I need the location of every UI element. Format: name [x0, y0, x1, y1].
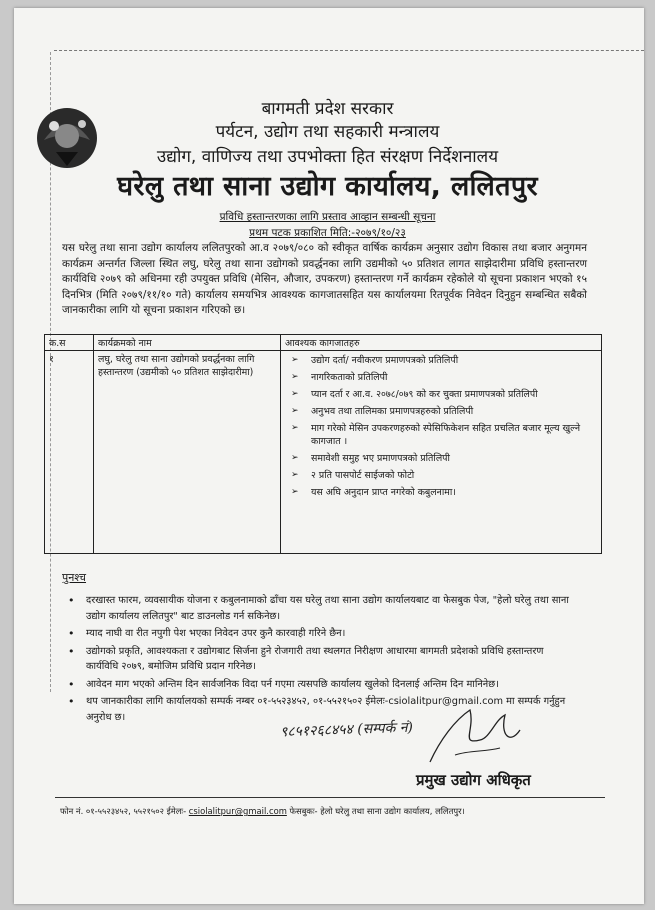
header-documents: आवश्यक कागजातहरु: [281, 335, 602, 351]
footer: [60, 806, 465, 817]
list-item: ➢ प्यान दर्ता र आ.व. २०७८/०७९ को कर चुक्ता प्रमाणपत्रको प्रतिलिपी: [285, 388, 597, 401]
requirements-table: [44, 334, 602, 554]
list-item: ➢ समावेशी समुह भए प्रमाणपत्रको प्रतिलिपी: [285, 452, 597, 465]
list-item: • थप जानकारीका लागि कार्यालयको सम्पर्क नम्बर ०१-५५२३४५२, ०१-५५२१५०२ ईमेलः-csiolalitpur@gmail.com मा सम्पर्क गर्नुहुन अनुरोध छ।: [60, 694, 575, 725]
list-item: ➢ अनुभव तथा तालिमका प्रमाणपत्रहरुको प्रतिलिपी: [285, 405, 597, 418]
scan-edge-line: [54, 50, 644, 52]
header-serial: क.स: [45, 335, 94, 351]
documents-cell: [281, 351, 602, 554]
header-program: कार्यक्रमको नाम: [94, 335, 281, 351]
footer-phone: फोन नं. ०१-५५२३४५२, ५५२१५०२ ईमेलः-: [60, 806, 187, 816]
list-item: • उद्योगको प्रकृति, आवश्यकता र उद्योगबाट सिर्जना हुने रोजगारी तथा स्थलगत निरीक्षण आधारमा बागमती प्रदेशको प्रविधि हस्तान्तरण कार्यविधि २०७९, बमोजिम प्रविधि प्रदान गरिनेछ।: [60, 644, 575, 675]
notice-body: यस घरेलु तथा साना उद्योग कार्यालय ललितपुरको आ.व २०७९/०८० को स्वीकृत वार्षिक कार्यक्रम अनुसार उद्योग विकास तथा बजार अनुगमन कार्यक्रम अन्तर्गत जिल्ला स्थित लघु, घरेलु तथा साना उद्योगको प्रवर्द्धनका लागि उद्यमीको ५० प्रतिशत लागत साझेदारीमा प्रविधि हस्तान्तरण कार्यविधि २०७९ को अधिनमा रही उपयुक्त प्रविधि (मेसिन, औजार, उपकरण) हस्तान्तरण गर्ने कार्यक्रम रहेकोले यो सूचना प्रकाशन भएको १५ दिनभित्र (मिति २०७९/११/१० गते) कार्यालय समयभित्र आवश्यक कागजातसहित यस कार्यालयमा रितपूर्वक निवेदन दिनुहुन सम्बन्धित सबैको जानकारीका लागि यो सूचना प्रकाशन गरिएको छ।: [62, 242, 587, 317]
list-item: ➢ उद्योग दर्ता/ नवीकरण प्रमाणपत्रको प्रतिलिपी: [285, 354, 597, 367]
list-item: • आवेदन माग भएको अन्तिम दिन सार्वजनिक विदा पर्न गएमा त्यसपछि कार्यालय खुलेको दिनलाई अन्तिम दिन मानिनेछ।: [60, 677, 575, 693]
list-item: ➢ यस अघि अनुदान प्राप्त नगरेको कबुलनामा।: [285, 486, 597, 499]
publication-date: प्रथम पटक प्रकाशित मिति:-२०७९/१०/२३: [249, 227, 406, 239]
postscript-heading: पुनश्च: [62, 571, 87, 584]
signature: [400, 700, 530, 770]
designation: प्रमुख उद्योग अधिकृत: [416, 771, 531, 789]
table-row: [45, 351, 602, 554]
notice-title: प्रविधि हस्तान्तरणका लागि प्रस्ताव आव्हान सम्बन्धी सूचना: [219, 211, 436, 223]
handwritten-contact: ९८५१२६८४५४ (सम्पर्क नं): [279, 719, 414, 741]
footer-divider: [55, 797, 605, 798]
header-ministry: पर्यटन, उद्योग तथा सहकारी मन्त्रालय: [215, 122, 440, 142]
footer-email[interactable]: csiolalitpur@gmail.com: [188, 806, 287, 816]
header-province: बागमती प्रदेश सरकार: [261, 99, 394, 119]
program-cell: लघु, घरेलु तथा साना उद्योगको प्रवर्द्धनका लागि हस्तान्तरण (उद्यमीको ५० प्रतिशत साझेदारीमा): [94, 351, 281, 554]
list-item: ➢ नागरिकताको प्रतिलिपी: [285, 371, 597, 384]
documents-list: [285, 354, 597, 499]
footer-facebook: फेसबुकः- हेलो घरेलु तथा साना उद्योग कार्यालय, ललितपुर।: [289, 806, 465, 816]
header-directorate: उद्योग, वाणिज्य तथा उपभोक्ता हित संरक्षण निर्देशनालय: [156, 147, 499, 167]
serial-cell: १: [45, 351, 94, 554]
header-office: घरेलु तथा साना उद्योग कार्यालय, ललितपुर: [117, 171, 538, 202]
list-item: ➢ २ प्रति पासपोर्ट साईजको फोटो: [285, 469, 597, 482]
list-item: • दरखास्त फारम, व्यवसायीक योजना र कबुलनामाको ढाँचा यस घरेलु तथा साना उद्योग कार्यालयबाट वा फेसबुक पेज, "हेलो घरेलु तथा साना उद्योग कार्यालय ललितपुर" बाट डाउनलोड गर्न सकिनेछ।: [60, 593, 575, 624]
list-item: • म्याद नाघी वा रीत नपुगी पेश भएका निवेदन उपर कुनै कारवाही गरिने छैन।: [60, 626, 575, 642]
list-item: ➢ माग गरेको मेसिन उपकरणहरुको स्पेसिफिकेशन सहित प्रचलित बजार मूल्य खुल्ने कागजात ।: [285, 422, 597, 448]
